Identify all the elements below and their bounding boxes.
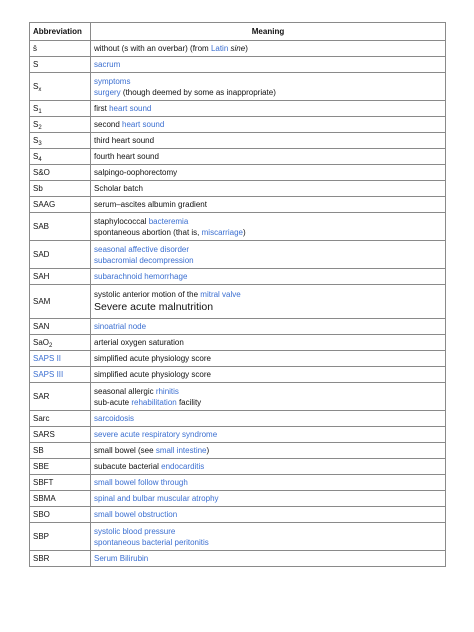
meaning-line	[94, 397, 442, 408]
abbreviation-cell	[30, 383, 91, 411]
abbreviation-text[interactable]: SAPS II	[33, 354, 62, 363]
abbreviation-text: SARS	[33, 430, 55, 439]
meaning-text: simplified acute physiology score	[94, 370, 211, 379]
meaning-line	[94, 103, 442, 114]
meaning-text: spontaneous abortion (that is,	[94, 227, 202, 237]
wiki-link[interactable]: heart sound	[122, 120, 165, 129]
meaning-line	[94, 477, 442, 488]
meaning-text: second	[94, 120, 123, 129]
table-header-row	[30, 23, 446, 41]
table-row	[30, 197, 446, 213]
abbreviation-cell	[30, 133, 91, 149]
abbreviation-cell	[30, 269, 91, 285]
meaning-line	[94, 413, 442, 424]
table-row	[30, 269, 446, 285]
abbreviation-cell	[30, 117, 91, 133]
table-row	[30, 101, 446, 117]
table-row	[30, 57, 446, 73]
meaning-cell	[91, 367, 446, 383]
wiki-link[interactable]: symptoms	[94, 76, 131, 86]
meaning-line	[94, 135, 442, 146]
table-row	[30, 551, 446, 567]
table-row	[30, 133, 446, 149]
meaning-cell	[91, 351, 446, 367]
abbreviation-text: S	[33, 152, 39, 161]
abbreviation-text: SB	[33, 446, 44, 455]
wiki-link[interactable]: mitral valve	[200, 290, 241, 299]
abbreviation-text: S	[33, 136, 39, 145]
wiki-link[interactable]: heart sound	[109, 104, 152, 113]
abbreviation-cell	[30, 523, 91, 551]
table-row	[30, 351, 446, 367]
wiki-link[interactable]: Latin	[210, 44, 229, 53]
meaning-cell	[91, 523, 446, 551]
meaning-text: third heart sound	[94, 136, 155, 145]
abbreviation-cell	[30, 551, 91, 567]
meaning-line	[94, 386, 442, 397]
meaning-line	[94, 255, 442, 266]
abbreviation-cell	[30, 101, 91, 117]
abbreviation-text: SAR	[33, 392, 50, 401]
abbreviation-cell	[30, 443, 91, 459]
abbreviation-text: SAD	[33, 250, 50, 259]
abbreviation-cell	[30, 507, 91, 523]
abbreviation-text: S	[33, 104, 39, 113]
meaning-line	[94, 76, 442, 87]
meaning-text: arterial oxygen saturation	[94, 338, 184, 347]
meaning-line	[94, 461, 442, 472]
meaning-cell	[91, 427, 446, 443]
wiki-link[interactable]: bacteremia	[148, 216, 189, 226]
meaning-cell	[91, 383, 446, 411]
abbreviation-cell	[30, 459, 91, 475]
wiki-link[interactable]: subarachnoid hemorrhage	[94, 272, 188, 281]
meaning-text: without (s with an overbar) (from	[94, 44, 211, 53]
meaning-text: staphylococcal	[94, 216, 149, 226]
meaning-line	[94, 369, 442, 380]
abbreviation-text: Sarc	[33, 414, 50, 423]
abbreviation-cell	[30, 285, 91, 319]
meaning-text: serum–ascites albumin gradient	[94, 200, 207, 209]
abbreviation-text: S&O	[33, 168, 50, 177]
abbreviation-text: S	[33, 60, 39, 69]
abbreviation-text: SAM	[33, 297, 51, 306]
meaning-cell	[91, 117, 446, 133]
table-row	[30, 383, 446, 411]
abbreviation-subscript: 2	[38, 125, 42, 131]
table-row	[30, 507, 446, 523]
meaning-cell	[91, 133, 446, 149]
meaning-line	[94, 244, 442, 255]
table-row	[30, 117, 446, 133]
meaning-column-header: Meaning	[91, 23, 446, 41]
meaning-text: )	[242, 227, 246, 237]
abbreviation-text: SBE	[33, 462, 50, 471]
table-row	[30, 149, 446, 165]
meaning-line	[94, 537, 442, 548]
abbreviation-text: S	[33, 120, 39, 129]
meaning-line	[94, 87, 442, 98]
wiki-link[interactable]: rhinitis	[155, 386, 179, 396]
abbreviation-cell	[30, 319, 91, 335]
meaning-cell	[91, 335, 446, 351]
wiki-link[interactable]: rehabilitation	[131, 397, 177, 407]
abbreviation-cell[interactable]	[30, 367, 91, 383]
wiki-link[interactable]: subacromial decompression	[94, 255, 194, 265]
table-row	[30, 523, 446, 551]
meaning-line	[94, 199, 442, 210]
meaning-text: )	[206, 446, 210, 455]
meaning-cell	[91, 285, 446, 319]
meaning-text: )	[245, 44, 248, 53]
abbreviation-text: SBO	[33, 510, 50, 519]
table-row	[30, 459, 446, 475]
meaning-cell	[91, 475, 446, 491]
abbreviation-text: SAN	[33, 322, 50, 331]
abbreviation-cell	[30, 241, 91, 269]
table-row	[30, 41, 446, 57]
wiki-link[interactable]: miscarriage	[201, 227, 243, 237]
meaning-line	[94, 353, 442, 364]
abbreviation-subscript: 2	[49, 343, 53, 349]
abbreviation-cell	[30, 427, 91, 443]
wiki-link[interactable]: Serum Bilirubin	[94, 554, 149, 563]
meaning-text: sine	[230, 44, 246, 53]
meaning-cell	[91, 411, 446, 427]
abbreviation-cell	[30, 73, 91, 101]
meaning-cell	[91, 241, 446, 269]
abbreviation-text: SAAG	[33, 200, 56, 209]
table-row	[30, 475, 446, 491]
meaning-text: sub-acute	[94, 397, 132, 407]
abbreviation-cell	[30, 213, 91, 241]
wiki-link[interactable]: severe acute respiratory syndrome	[94, 430, 218, 439]
abbreviation-text: SaO	[33, 338, 50, 347]
abbreviation-subscript: x	[38, 87, 42, 93]
wiki-link[interactable]: small bowel follow through	[94, 478, 188, 487]
table-row	[30, 335, 446, 351]
abbreviation-text: S	[33, 82, 39, 91]
wiki-link[interactable]: systolic blood pressure	[94, 526, 176, 536]
abbreviation-text: SBP	[33, 532, 50, 541]
abbreviation-cell	[30, 165, 91, 181]
abbreviation-subscript: 4	[38, 157, 42, 163]
meaning-cell	[91, 551, 446, 567]
meaning-line	[94, 493, 442, 504]
table-row	[30, 165, 446, 181]
abbreviation-subscript: 1	[38, 109, 42, 115]
table-row	[30, 181, 446, 197]
table-row	[30, 411, 446, 427]
meaning-line	[94, 271, 442, 282]
meaning-line	[94, 300, 442, 314]
abbreviation-cell	[30, 149, 91, 165]
meaning-cell	[91, 41, 446, 57]
meaning-text: Severe acute malnutrition	[94, 301, 214, 313]
meaning-line	[94, 289, 442, 300]
meaning-cell	[91, 319, 446, 335]
meaning-text: Scholar batch	[94, 184, 143, 193]
meaning-cell	[91, 165, 446, 181]
meaning-line	[94, 167, 442, 178]
abbreviation-text: Sb	[33, 184, 43, 193]
wiki-link[interactable]: sinoatrial node	[94, 322, 147, 331]
meaning-line	[94, 183, 442, 194]
meaning-text: salpingo-oophorectomy	[94, 168, 178, 177]
meaning-line	[94, 321, 442, 332]
meaning-text: systolic anterior motion of the	[94, 290, 201, 299]
abbreviation-cell	[30, 57, 91, 73]
abbreviation-text: SBFT	[33, 478, 54, 487]
table-row	[30, 213, 446, 241]
meaning-cell	[91, 491, 446, 507]
meaning-text: simplified acute physiology score	[94, 354, 211, 363]
table-row	[30, 367, 446, 383]
wiki-link[interactable]: spinal and bulbar muscular atrophy	[94, 494, 219, 503]
meaning-text: seasonal allergic	[94, 386, 156, 396]
abbreviation-text: SAB	[33, 222, 50, 231]
abbreviation-subscript: 3	[38, 141, 42, 147]
table-row	[30, 241, 446, 269]
meaning-cell	[91, 101, 446, 117]
meaning-line	[94, 429, 442, 440]
abbreviation-cell	[30, 181, 91, 197]
abbreviation-column-header: Abbreviation	[30, 23, 91, 41]
meaning-line	[94, 553, 442, 564]
abbreviation-cell	[30, 335, 91, 351]
meaning-line	[94, 526, 442, 537]
wiki-link[interactable]: sacrum	[94, 60, 121, 69]
meaning-line	[94, 43, 442, 54]
wiki-link[interactable]: seasonal affective disorder	[94, 244, 190, 254]
meaning-line	[94, 337, 442, 348]
table-row	[30, 491, 446, 507]
abbreviation-text: s̄	[33, 44, 37, 53]
meaning-cell	[91, 507, 446, 523]
meaning-text: facility	[176, 397, 202, 407]
table-row	[30, 427, 446, 443]
table-row	[30, 319, 446, 335]
wiki-link[interactable]: small bowel obstruction	[94, 510, 178, 519]
meaning-cell	[91, 149, 446, 165]
abbreviation-cell	[30, 41, 91, 57]
meaning-cell	[91, 197, 446, 213]
wiki-link[interactable]: spontaneous bacterial peritonitis	[94, 537, 209, 547]
abbreviation-text: SAH	[33, 272, 50, 281]
abbreviation-cell	[30, 491, 91, 507]
meaning-line	[94, 445, 442, 456]
abbreviation-text: SBR	[33, 554, 50, 563]
meaning-line	[94, 509, 442, 520]
abbreviation-table	[29, 22, 446, 567]
meaning-cell	[91, 213, 446, 241]
wiki-link[interactable]: endocarditis	[161, 462, 205, 471]
meaning-cell	[91, 269, 446, 285]
abbreviation-cell	[30, 411, 91, 427]
meaning-text: fourth heart sound	[94, 152, 159, 161]
meaning-cell	[91, 443, 446, 459]
meaning-line	[94, 216, 442, 227]
abbreviation-cell	[30, 197, 91, 213]
abbreviation-text: SBMA	[33, 494, 56, 503]
abbreviation-cell[interactable]	[30, 351, 91, 367]
meaning-cell	[91, 57, 446, 73]
abbreviation-text[interactable]: SAPS III	[33, 370, 64, 379]
wiki-link[interactable]: surgery	[94, 87, 121, 97]
meaning-text: (though deemed by some as inappropriate)	[120, 87, 276, 97]
meaning-cell	[91, 459, 446, 475]
meaning-line	[94, 227, 442, 238]
meaning-cell	[91, 73, 446, 101]
meaning-text: subacute bacterial	[94, 462, 162, 471]
meaning-line	[94, 119, 442, 130]
meaning-text: small bowel (see	[94, 446, 156, 455]
meaning-line	[94, 59, 442, 70]
table-row	[30, 285, 446, 319]
table-body	[30, 41, 446, 567]
meaning-cell	[91, 181, 446, 197]
wiki-link[interactable]: small intestine	[155, 446, 207, 455]
table-row	[30, 443, 446, 459]
table-row	[30, 73, 446, 101]
abbreviation-cell	[30, 475, 91, 491]
meaning-line	[94, 151, 442, 162]
wiki-link[interactable]: sarcoidosis	[94, 414, 135, 423]
meaning-text: first	[94, 104, 110, 113]
